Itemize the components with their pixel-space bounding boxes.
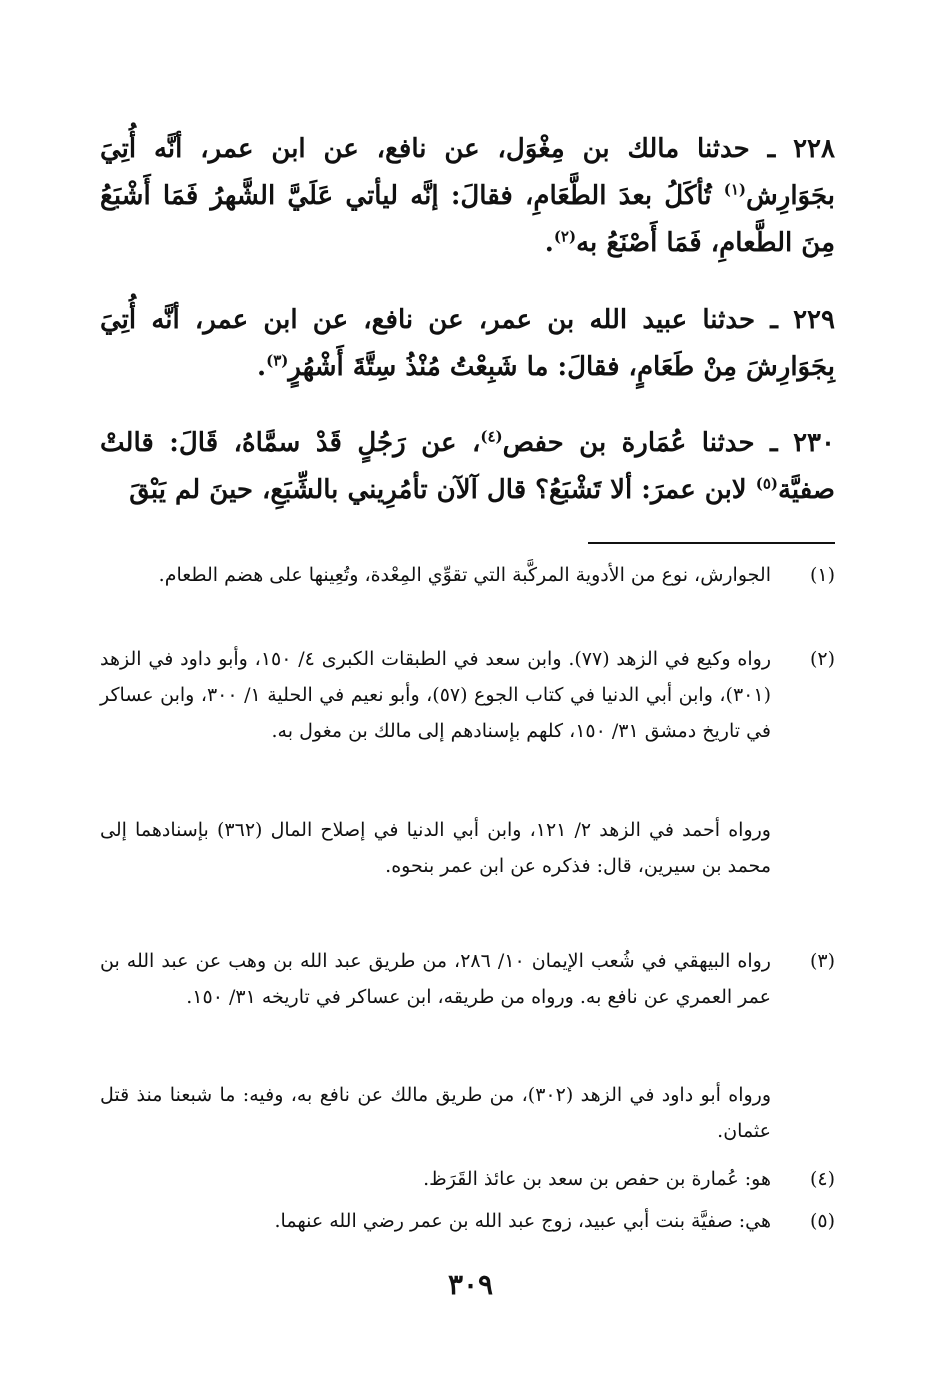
footnote-marker: (٤) bbox=[480, 427, 503, 446]
footnote-marker: (٥) bbox=[755, 474, 778, 493]
hadith-text: ٢٢٩ ـ حدثنا عبيد الله بن عمر، عن نافع، عن ابن عمر، أنَّه أُتِيَ بِجَوَارِشَ مِنْ طَعَامٍ، فقالَ: ما شَبِعْتُ مُنْذُ سِتَّةَ أَشْهُرٍ bbox=[100, 305, 835, 382]
footnote-2-continuation: ورواه أحمد في الزهد ٢/ ١٢١، وابن أبي الدنيا في إصلاح المال (٣٦٢) بإسنادهما إلى محمد بن سيرين، قال: فذكره عن ابن عمر بنحوه. bbox=[100, 819, 771, 877]
hadith-230 bbox=[100, 420, 835, 514]
hadith-text: تُأكَلُ بعدَ الطَّعَامِ، فقالَ: إنَّه ليأتي عَلَيَّ الشَّهرُ فَمَا أَشْبَعُ مِنَ الطَّعامِ، فَمَا أَصْنَعُ به bbox=[100, 181, 835, 258]
footnote-number: (٤) bbox=[809, 1168, 835, 1190]
footnote-text: هو: عُمارة بن حفص بن سعد بن عائذ القَرَظ. bbox=[423, 1168, 771, 1190]
footnote-number: (٣) bbox=[809, 950, 835, 972]
footnote-number: (٥) bbox=[809, 1210, 835, 1232]
hadith-229 bbox=[100, 297, 835, 391]
hadith-end: . bbox=[257, 352, 267, 382]
hadith-text: ، عن رَجُلٍ قَدْ سمَّاهُ، قَالَ: قالتْ صفيَّة bbox=[100, 428, 835, 505]
hadith-text: ٢٣٠ ـ حدثنا عُمَارة بن حفص bbox=[502, 428, 835, 458]
hadith-text: ٢٢٨ ـ حدثنا مالك بن مِغْوَل، عن نافع، عن ابن عمر، أنَّه أُتِيَ بجَوَارِش bbox=[100, 134, 835, 211]
footnote-5 bbox=[100, 1203, 835, 1239]
footnote-4 bbox=[100, 1161, 835, 1197]
footnote-text: رواه وكيع في الزهد (٧٧). وابن سعد في الطبقات الكبرى ٤/ ١٥٠، وأبو داود في الزهد (٣٠١)، وابن أبي الدنيا في كتاب الجوع (٥٧)، وأبو نعيم في الحلية ١/ ٣٠٠، وابن عساكر في تاريخ دمشق ٣١/ ١٥٠، كلهم بإسنادهم إلى مالك بن مغول به. bbox=[100, 648, 772, 742]
footnote-2 bbox=[100, 641, 835, 749]
footnote-marker: (٣) bbox=[266, 351, 289, 370]
footnote-text: رواه البيهقي في شُعب الإيمان ١٠/ ٢٨٦، من طريق عبد الله بن وهب عن عبد الله بن عمر العمري عن نافع به. ورواه من طريقه، ابن عساكر في تاريخه ٣١/ ١٥٠. bbox=[100, 950, 771, 1008]
footnote-separator bbox=[588, 542, 835, 544]
footnote-marker: (١) bbox=[723, 180, 747, 199]
footnote-marker: (٢) bbox=[553, 227, 577, 246]
footnote-number: (١) bbox=[809, 564, 835, 586]
footnote-3-continuation: ورواه أبو داود في الزهد (٣٠٢)، من طريق مالك عن نافع به، وفيه: ما شبعنا منذ قتل عثمان. bbox=[100, 1084, 771, 1142]
hadith-end: . bbox=[544, 228, 554, 258]
footnote-text: الجوارش، نوع من الأدوية المركَّبة التي تقوِّي المِعْدة، وتُعِينها على هضم الطعام. bbox=[158, 564, 771, 586]
footnote-number: (٢) bbox=[809, 648, 835, 670]
footnote-text: هي: صفيَّة بنت أبي عبيد، زوج عبد الله بن عمر رضي الله عنهما. bbox=[274, 1210, 771, 1232]
hadith-228 bbox=[100, 126, 835, 267]
hadith-text: لابن عمرَ: ألا تَشْبَعُ؟ قال آلآن تأمُرِيني بالشِّبَعِ، حينَ لم يَبْقَ bbox=[129, 475, 756, 505]
footnote-3 bbox=[100, 943, 835, 1015]
page-number: ٣٠٩ bbox=[447, 1268, 494, 1301]
footnote-1 bbox=[100, 557, 835, 593]
